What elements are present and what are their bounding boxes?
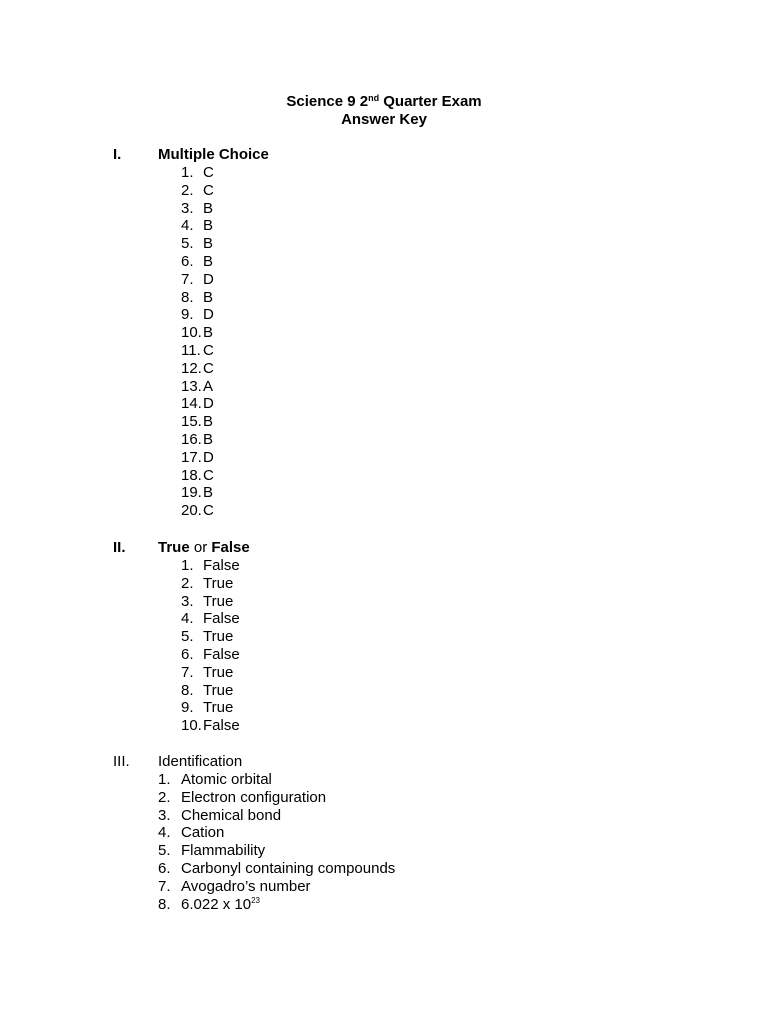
item-answer: False bbox=[203, 717, 240, 735]
item-number: 2. bbox=[181, 181, 194, 199]
item-number: 9. bbox=[181, 699, 194, 717]
item-answer: C bbox=[203, 359, 214, 377]
list-item bbox=[0, 699, 768, 717]
list-item bbox=[0, 253, 768, 271]
item-answer: D bbox=[203, 270, 214, 288]
answer-superscript: 23 bbox=[251, 895, 260, 905]
item-number: 13. bbox=[181, 377, 202, 395]
item-answer: True bbox=[203, 681, 234, 699]
item-number: 7. bbox=[181, 270, 194, 288]
answer-base: 6.022 x 10 bbox=[181, 895, 252, 913]
list-item bbox=[0, 413, 768, 431]
list-item bbox=[0, 431, 768, 449]
title-suffix: Quarter Exam bbox=[379, 93, 482, 110]
section-heading bbox=[0, 146, 768, 164]
item-number: 2. bbox=[181, 574, 194, 592]
list-item bbox=[0, 682, 768, 700]
item-number: 5. bbox=[181, 235, 194, 253]
item-number: 17. bbox=[181, 448, 202, 466]
item-number: 1. bbox=[181, 557, 194, 574]
item-number: 6. bbox=[158, 859, 171, 877]
list-item bbox=[0, 200, 768, 218]
item-answer: False bbox=[203, 557, 240, 574]
section-numeral: III. bbox=[113, 753, 130, 770]
item-number: 8. bbox=[181, 681, 194, 699]
list-item bbox=[0, 842, 768, 860]
item-answer: B bbox=[203, 235, 214, 253]
item-answer: C bbox=[203, 502, 214, 520]
title-true: True bbox=[158, 539, 190, 556]
item-number: 11. bbox=[181, 341, 201, 359]
section-identification bbox=[0, 753, 768, 913]
item-answer: True bbox=[203, 663, 234, 681]
section-true-or-false bbox=[0, 539, 768, 735]
answer-list bbox=[0, 164, 768, 520]
item-answer: Chemical bond bbox=[181, 806, 282, 824]
item-answer: B bbox=[203, 252, 214, 270]
list-item bbox=[0, 324, 768, 342]
list-item bbox=[0, 771, 768, 789]
item-number: 8. bbox=[158, 895, 171, 913]
item-number: 8. bbox=[181, 288, 194, 306]
section-multiple-choice bbox=[0, 146, 768, 520]
list-item bbox=[0, 217, 768, 235]
item-answer: C bbox=[203, 181, 214, 199]
list-item bbox=[0, 306, 768, 324]
item-answer: Carbonyl containing compounds bbox=[181, 859, 396, 877]
item-number: 16. bbox=[181, 430, 202, 448]
item-answer: C bbox=[203, 164, 214, 181]
list-item bbox=[0, 484, 768, 502]
section-numeral: II. bbox=[113, 539, 126, 556]
answer-list bbox=[0, 557, 768, 735]
item-number: 5. bbox=[158, 842, 171, 860]
item-answer: True bbox=[203, 628, 234, 646]
item-number: 10. bbox=[181, 717, 202, 735]
item-number: 10. bbox=[181, 324, 202, 342]
list-item bbox=[0, 164, 768, 182]
item-number: 12. bbox=[181, 359, 202, 377]
item-number: 18. bbox=[181, 466, 202, 484]
section-title: Multiple Choice bbox=[158, 146, 269, 163]
item-number: 3. bbox=[158, 806, 171, 824]
item-answer: Cation bbox=[181, 824, 225, 842]
item-number: 4. bbox=[158, 824, 171, 842]
item-answer: B bbox=[203, 413, 214, 431]
item-answer: B bbox=[203, 430, 214, 448]
item-answer bbox=[181, 896, 260, 914]
item-answer: D bbox=[203, 448, 214, 466]
item-number: 6. bbox=[181, 645, 194, 663]
item-answer: False bbox=[203, 610, 240, 628]
list-item bbox=[0, 575, 768, 593]
item-answer: Atomic orbital bbox=[181, 771, 272, 788]
item-number: 4. bbox=[181, 610, 194, 628]
list-item bbox=[0, 360, 768, 378]
list-item bbox=[0, 342, 768, 360]
section-title: Identification bbox=[158, 753, 243, 770]
title-false: False bbox=[211, 539, 250, 556]
title-line-1 bbox=[0, 93, 768, 111]
section-heading bbox=[0, 753, 768, 771]
list-item bbox=[0, 593, 768, 611]
item-answer: A bbox=[203, 377, 214, 395]
list-item bbox=[0, 824, 768, 842]
list-item bbox=[0, 646, 768, 664]
list-item bbox=[0, 610, 768, 628]
list-item bbox=[0, 789, 768, 807]
list-item bbox=[0, 271, 768, 289]
item-number: 3. bbox=[181, 199, 194, 217]
title-prefix: Science 9 2 bbox=[286, 93, 369, 110]
item-number: 20. bbox=[181, 502, 202, 520]
list-item bbox=[0, 182, 768, 200]
item-answer: D bbox=[203, 395, 214, 413]
item-answer: True bbox=[203, 574, 234, 592]
item-answer: C bbox=[203, 466, 214, 484]
section-title bbox=[158, 539, 250, 557]
list-item bbox=[0, 896, 768, 914]
list-item bbox=[0, 235, 768, 253]
item-number: 9. bbox=[181, 306, 194, 324]
answer-list bbox=[0, 771, 768, 913]
item-number: 14. bbox=[181, 395, 202, 413]
title-or: or bbox=[189, 539, 212, 556]
item-number: 7. bbox=[158, 877, 171, 895]
list-item bbox=[0, 557, 768, 575]
item-number: 6. bbox=[181, 252, 194, 270]
item-number: 5. bbox=[181, 628, 194, 646]
list-item bbox=[0, 395, 768, 413]
item-answer: B bbox=[203, 217, 214, 235]
item-answer: True bbox=[203, 592, 234, 610]
section-numeral: I. bbox=[113, 146, 122, 163]
item-number: 15. bbox=[181, 413, 202, 431]
list-item bbox=[0, 467, 768, 485]
item-answer: Avogadro’s number bbox=[181, 877, 311, 895]
item-answer: B bbox=[203, 484, 214, 502]
item-number: 1. bbox=[181, 164, 194, 181]
list-item bbox=[0, 664, 768, 682]
title-superscript: nd bbox=[368, 93, 380, 103]
list-item bbox=[0, 502, 768, 520]
item-number: 19. bbox=[181, 484, 202, 502]
item-number: 2. bbox=[158, 788, 171, 806]
document-title bbox=[0, 93, 768, 129]
list-item bbox=[0, 378, 768, 396]
list-item bbox=[0, 878, 768, 896]
item-answer: Flammability bbox=[181, 842, 266, 860]
item-answer: B bbox=[203, 288, 214, 306]
list-item bbox=[0, 860, 768, 878]
item-number: 3. bbox=[181, 592, 194, 610]
section-heading bbox=[0, 539, 768, 557]
item-number: 7. bbox=[181, 663, 194, 681]
list-item bbox=[0, 449, 768, 467]
list-item bbox=[0, 628, 768, 646]
list-item bbox=[0, 807, 768, 825]
title-line-2: Answer Key bbox=[341, 111, 427, 128]
item-answer: B bbox=[203, 324, 214, 342]
item-number: 1. bbox=[158, 771, 171, 788]
item-answer: C bbox=[203, 341, 214, 359]
item-answer: True bbox=[203, 699, 234, 717]
item-answer: B bbox=[203, 199, 214, 217]
item-number: 4. bbox=[181, 217, 194, 235]
item-answer: Electron configuration bbox=[181, 788, 327, 806]
item-answer: D bbox=[203, 306, 214, 324]
list-item bbox=[0, 289, 768, 307]
list-item bbox=[0, 717, 768, 735]
item-answer: False bbox=[203, 645, 240, 663]
